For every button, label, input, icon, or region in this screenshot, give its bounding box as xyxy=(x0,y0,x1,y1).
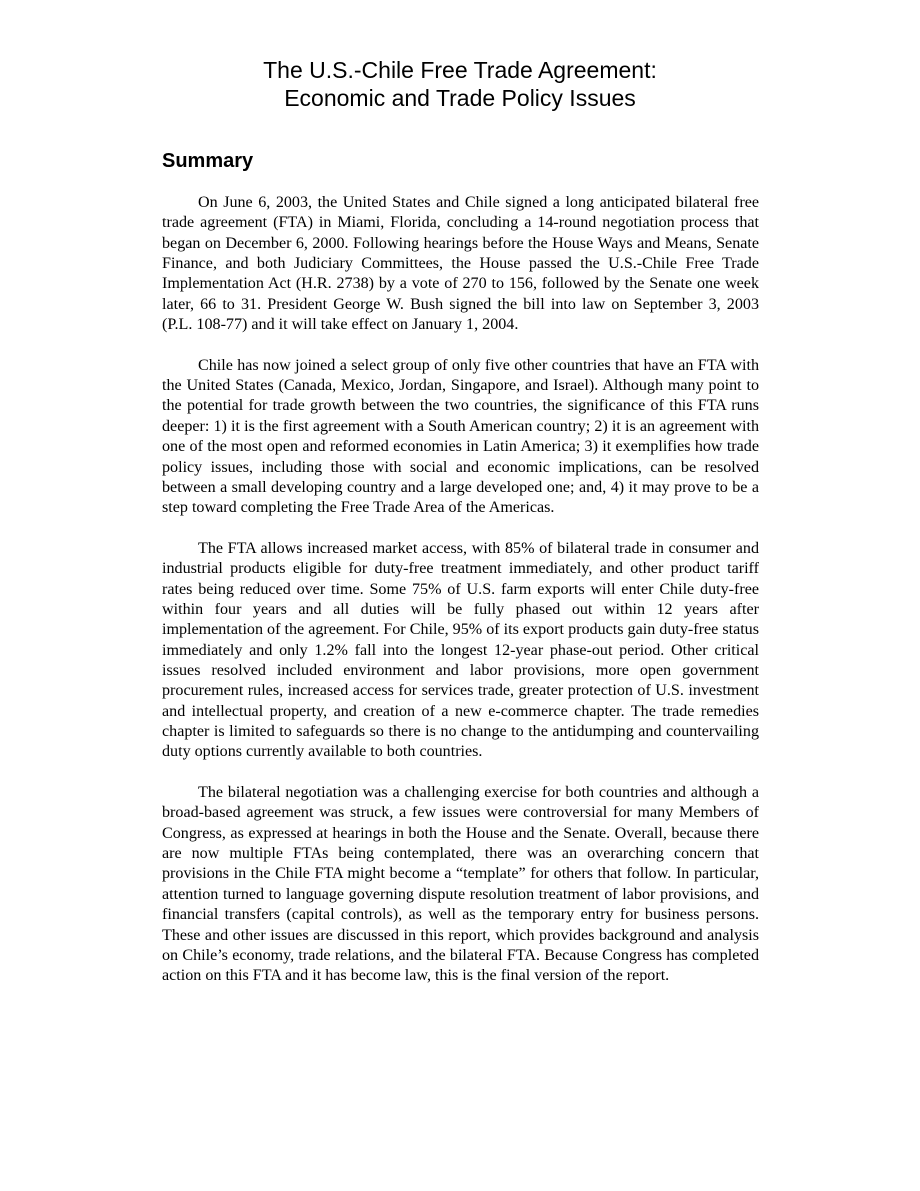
title-line-1: The U.S.-Chile Free Trade Agreement: xyxy=(263,57,657,83)
title-line-2: Economic and Trade Policy Issues xyxy=(284,85,636,111)
summary-body xyxy=(162,193,759,1007)
document-title xyxy=(0,56,920,112)
paragraph-1: On June 6, 2003, the United States and Chile signed a long anticipated bilateral free trade agreement (FTA) in Miami, Florida, concluding a 14-round negotiation process that began on December 6, 2000. Following hearings before the House Ways and Means, Senate Finance, and both Judiciary Committees, the House passed the U.S.-Chile Free Trade Implementation Act (H.R. 2738) by a vote of 270 to 156, followed by the Senate one week later, 66 to 31. President George W. Bush signed the bill into law on September 3, 2003 (P.L. 108-77) and it will take effect on January 1, 2004. xyxy=(162,194,759,334)
paragraph-4: The bilateral negotiation was a challenging exercise for both countries and although a broad-based agreement was struck, a few issues were controversial for many Members of Congress, as expressed at hearings in both the House and the Senate. Overall, because there are now multiple FTAs being contemplated, there was an overarching concern that provisions in the Chile FTA might become a “template” for others that follow. In particular, attention turned to language governing dispute resolution treatment of labor provisions, and financial transfers (capital controls), as well as the temporary entry for business persons. These and other issues are discussed in this report, which provides background and analysis on Chile’s economy, trade relations, and the bilateral FTA. Because Congress has completed action on this FTA and it has become law, this is the final version of the report. xyxy=(162,784,759,985)
paragraph-2: Chile has now joined a select group of only five other countries that have an FTA with the United States (Canada, Mexico, Jordan, Singapore, and Israel). Although many point to the potential for trade growth between the two countries, the significance of this FTA runs deeper: 1) it is the first agreement with a South American country; 2) it is an agreement with one of the most open and reformed economies in Latin America; 3) it exemplifies how trade policy issues, including those with social and economic implications, can be resolved between a small developing country and a large developed one; and, 4) it may prove to be a step toward completing the Free Trade Area of the Americas. xyxy=(162,356,759,517)
section-heading-summary: Summary xyxy=(162,150,254,172)
paragraph-3: The FTA allows increased market access, with 85% of bilateral trade in consumer and industrial products eligible for duty-free treatment immediately, and other product tariff rates being reduced over time. Some 75% of U.S. farm exports will enter Chile duty-free within four years and all duties will be fully phased out within 12 years after implementation of the agreement. For Chile, 95% of its export products gain duty-free status immediately and only 1.2% fall into the longest 12-year phase-out period. Other critical issues resolved included environment and labor provisions, more open government procurement rules, increased access for services trade, greater protection of U.S. investment and intellectual property, and creation of a new e-commerce chapter. The trade remedies chapter is limited to safeguards so there is no change to the antidumping and countervailing duty options currently available to both countries. xyxy=(162,539,759,761)
